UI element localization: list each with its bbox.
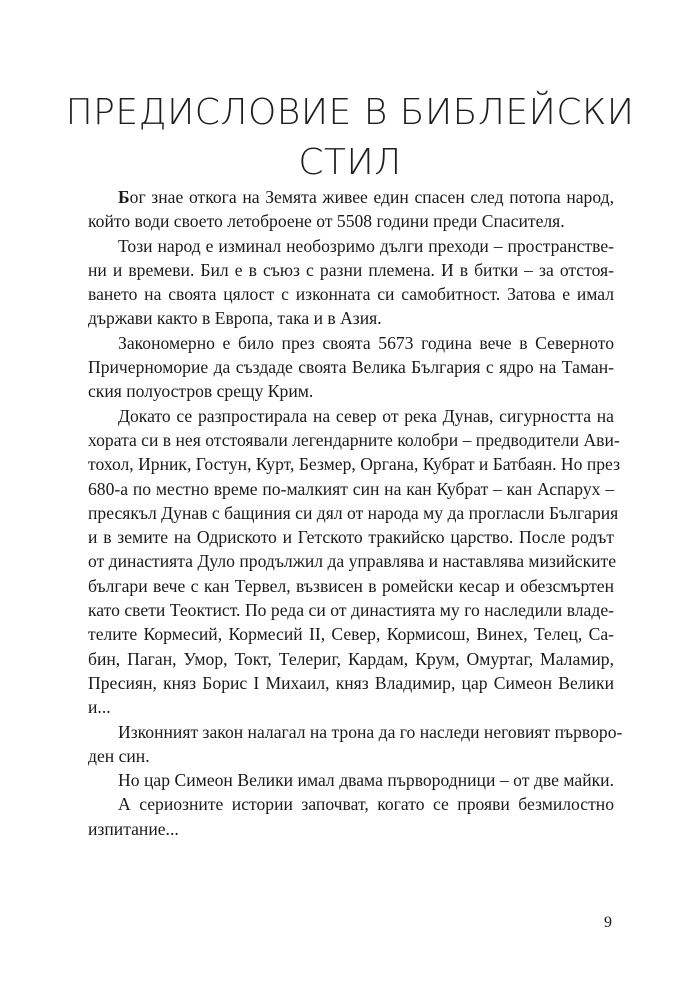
text-line: ския полуостров срещу Крим. [88, 381, 314, 402]
text-line: пресякъл Дунав с бащиния си дял от народа му да прогласли България [88, 502, 619, 523]
text-line: ден син. [88, 745, 150, 766]
text-line: телите Кормесий, Кормесий II, Север, Кормисош, Винех, Телец, Са- [88, 624, 614, 645]
text-line: от династията Дуло продължил да управлява и наставлява мизийските [88, 551, 617, 572]
text-line: ването на своята цялост с изконната си самобитност. Затова е имал [88, 284, 614, 305]
text-line: държави както в Европа, така и в Азия. [88, 308, 382, 329]
text-line: Причерноморие да създаде своята Велика България с ядро на Таман- [88, 357, 614, 378]
text-line: който води своето летоброене от 5508 години преди Спасителя. [88, 211, 565, 232]
text-line: Изконният закон налагал на трона да го наследи неговият първоро- [118, 721, 623, 742]
text-line: бин, Паган, Умор, Токт, Телериг, Кардам, Крум, Омуртаг, Маламир, [88, 648, 614, 669]
title-line-2: СТИЛ [298, 142, 402, 183]
text-line: хората си в нея отстоявали легендарните колобри – предводители Ави- [88, 429, 620, 450]
text-line: 680-а по местно време по-малкият син на кан Кубрат – кан Аспарух – [88, 478, 614, 499]
text-line: Закономерно е било през своята 5673 година вече в Северното [118, 332, 614, 353]
text-line: българи вече с кан Тервел, възвисен в ромейски кесар и обезсмъртен [88, 575, 614, 596]
text-line: А сериозните истории започват, когато се прояви безмилостно [118, 794, 614, 815]
text-line: изпитание... [88, 818, 179, 839]
text-line: Но цар Симеон Велики имал двама първородници – от две майки. [118, 770, 614, 791]
text-line: и... [88, 697, 111, 718]
text-line: тохол, Ирник, Гостун, Курт, Безмер, Органа, Кубрат и Батбаян. Но през [88, 454, 621, 475]
body-text [88, 185, 623, 841]
text-line: Пресиян, княз Борис I Михаил, княз Владимир, цар Симеон Велики [88, 672, 614, 693]
text-line: Този народ е изминал необозримо дълги преходи – пространстве- [118, 235, 614, 256]
text-line: ни и времеви. Бил е в съюз с разни племена. И в битки – за отстоя- [88, 259, 614, 280]
text-line: и в земите на Одриското и Гетското тракийско царство. После родът [88, 527, 614, 548]
title-line-1: ПРЕДИСЛОВИЕ В БИБЛЕЙСКИ [65, 92, 635, 133]
page-number: 9 [604, 914, 612, 931]
text-line: като свети Теоктист. По реда си от династията му го наследили владе- [88, 600, 614, 621]
drop-cap: Б [118, 187, 130, 207]
text-line: Докато се разпростирала на север от река Дунав, сигурността на [118, 405, 614, 426]
text-line: Бог знае откога на Земята живее един спасен след потопа народ, [118, 187, 614, 207]
page-title [0, 88, 700, 188]
